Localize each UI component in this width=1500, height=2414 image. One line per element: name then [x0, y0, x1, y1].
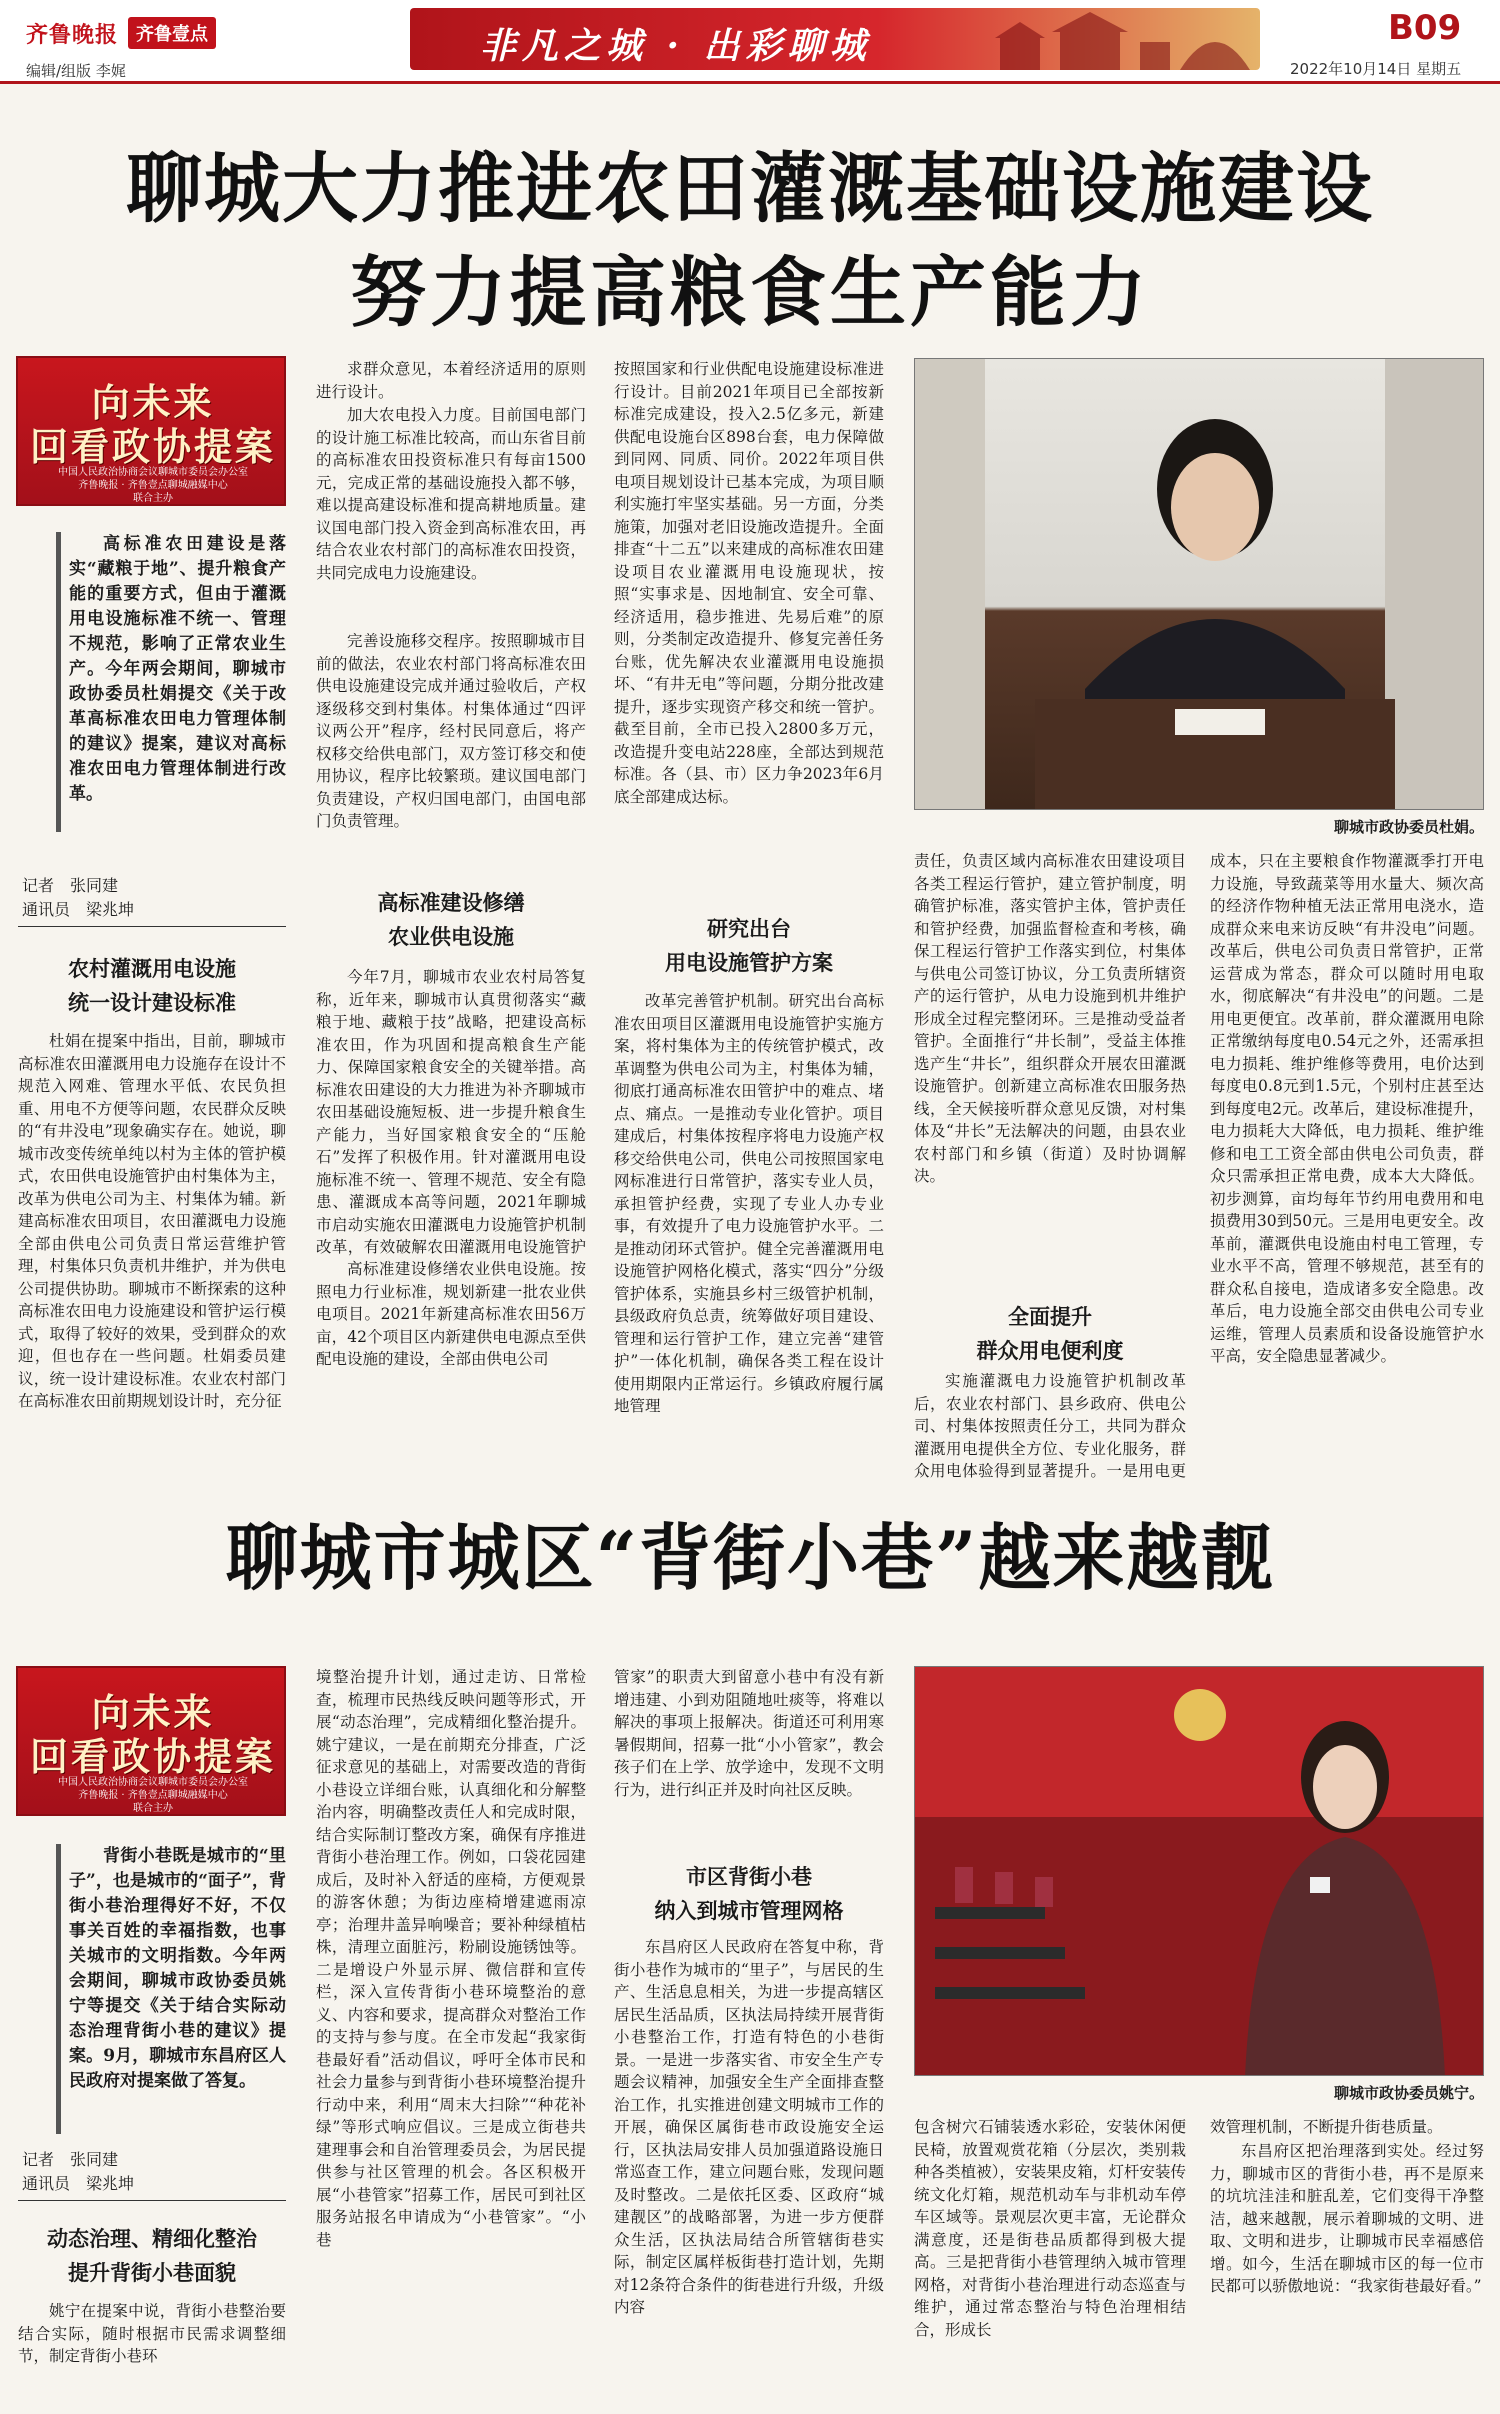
article1-col2-body-a: 求群众意见，本着经济适用的原则进行设计。	[316, 360, 586, 401]
column-title-line1: 向未来	[91, 380, 215, 425]
article2-photo	[914, 1666, 1484, 2076]
column-organizers: 中国人民政治协商会议聊城市委员会办公室 齐鲁晚报 · 齐鲁壹点聊城融媒中心 联合主办	[58, 1777, 248, 1814]
divider	[18, 926, 286, 927]
article1-title-line2: 努力提高粮食生产能力	[350, 248, 1150, 337]
article1-lead: 高标准农田建设是落实“藏粮于地”、提升粮食产能的重要方式，但由于灌溉用电设施标准不统一、管理不规范，影响了正常农业生产。今年两会期间，聊城市政协委员杜娟提交《关于改革高标准农田电力管理体制的建议》提案，建议对高标准农田电力管理体制进行改革。	[56, 532, 286, 832]
article1-col4-body-a: 责任，负责区域内高标准农田建设项目各类工程运行管护，建立管护制度，明确管护标准，落实管护主体，管护责任和管护经费，加强监督检查和考核，确保工程运行管护工作落实到位，村集体与供电公司签订协议，分工负责所辖资产的运行管护，从电力设施到机井维护形成全过程完整闭环。三是推动受益者管护。全面推行“井长制”，受益主体推选产生“井长”，组织群众开展农田灌溉设施管护。创新建立高标准农田服务热线，全天候接听群众意见反馈，对村集体及“井长”无法解决的问题，由县农业农村部门和乡镇（街道）及时协调解决。	[914, 852, 1186, 1185]
city-skyline-icon	[980, 8, 1260, 70]
column-organizers: 中国人民政治协商会议聊城市委员会办公室 齐鲁晚报 · 齐鲁壹点聊城融媒中心 联合主办	[58, 467, 248, 504]
article1-col3-body-a: 按照国家和行业供配电设施建设标准进行设计。目前2021年项目已全部按新标准完成建设，投入2.5亿多元，新建供配电设施台区898台套，电力保障做到同网、同质、同价。2022年项目供电项目规划设计已基本完成，为项目顺利实施打牢坚实基础。另一方面，分类施策，加强对老旧设施改造提升。全面排查“十二五”以来建成的高标准农田建设项目农业灌溉用电设施现状，按照“实事求是、因地制宜、安全可靠、经济适用，稳步推进、先易后难”的原则，分类制定改造提升、修复完善任务台账，优先解决农业灌溉用电设施损坏、“有井无电”等问题，分期分批改建提升，逐步实现资产移交和统一管护。截至目前，全市已投入2800多万元，改造提升变电站228座，全部达到规范标准。各（县、市）区力争2023年6月底全部建成达标。	[614, 360, 884, 806]
article2-subhead2: 市区背街小巷 纳入到城市管理网格	[654, 1864, 844, 1923]
article2-col3-body-a: 管家”的职责大到留意小巷中有没有新增违建、小到劝阻随地吐痰等，将难以解决的事项上报解决。街道还可利用寒暑假期间，招募一批“小小管家”，教会孩子们在上学、放学途中，发现不文明行为，进行纠正并及时向社区反映。	[614, 1668, 884, 1799]
section-banner	[410, 8, 1260, 70]
logo-badge: 齐鲁壹点	[128, 17, 216, 49]
article1-col5-body: 成本，只在主要粮食作物灌溉季打开电力设施，导致蔬菜等用水量大、频次高的经济作物种植无法正常用电浇水，造成群众来电来访反映“有井没电”问题。改革后，供电公司负责日常管护，正常运营成为常态，群众可以随时用电取水，彻底解决“有井没电”的问题。二是用电更便宜。改革前，群众灌溉用电除正常缴纳每度电0.54元之外，还需承担电力损耗、维护维修等费用，电价达到每度电0.8元到1.5元，个别村庄甚至达到每度电2元。改革后，建设标准提升，电力损耗大大降低，电力损耗、维护维修和电工工资全部由供电公司负责，群众只需承担正常电费，成本大大降低。初步测算，亩均每年节约用电费用和电损费用30到50元。三是用电更安全。改革前，灌溉供电设施由村电工管理，专业水平不高，管理不够规范，甚至有的群众私自接电，造成诸多安全隐患。改革后，电力设施全部交由供电公司专业运维，管理人员素质和设备设施管护水平高，安全隐患显著减少。	[1210, 852, 1484, 1365]
article2-col1-body: 姚宁在提案中说，背街小巷整治要结合实际，随时根据市民需求调整细节，制定背街小巷环	[18, 2302, 286, 2365]
article2-col4-body: 包含树穴石铺装透水彩砼，安装休闲便民椅，放置观赏花箱（分层次，类别栽种各类植被），安装果皮箱，灯杆安装传统文化灯箱，规范机动车与非机动车停车区域等。景观层次更丰富，无论群众满意度，还是街巷品质都得到极大提高。三是把背街小巷管理纳入城市管理网格，对背街小巷治理进行动态巡查与维护，通过常态整治与特色治理相结合，形成长	[914, 2118, 1186, 2339]
article1-reporter: 记者 张同建	[22, 876, 119, 895]
article1-title-line1: 聊城大力推进农田灌溉基础设施建设	[126, 144, 1374, 233]
article2-reporter: 记者 张同建	[22, 2150, 119, 2169]
article2-col5-body-a: 效管理机制，不断提升街巷质量。	[1210, 2118, 1443, 2136]
article2-correspondent: 通讯员 梁兆坤	[22, 2174, 135, 2193]
article1-col2-body-d: 今年7月，聊城市农业农村局答复称，近年来，聊城市认真贯彻落实“藏粮于地、藏粮于技”战略，把建设高标准农田，作为巩固和提高粮食生产能力、保障国家粮食安全的关键举措。高标准农田建设的大力推进为补齐聊城市农田基础设施短板、进一步提升粮食生产能力，当好国家粮食安全的“压舱石”发挥了积极作用。针对灌溉用电设施标准不统一、管理不规范、安全有隐患、灌溉成本高等问题，2021年聊城市启动实施农田灌溉电力设施管护机制改革，有效破解农田灌溉用电设施管护	[316, 968, 586, 1256]
article2-col5-body-b: 东昌府区把治理落到实处。经过努力，聊城市区的背街小巷，再不是原来的坑坑洼洼和脏乱差，它们变得干净整洁，越来越靓，展示着聊城的文明、进取、文明和进步，让聊城市民幸福感倍增。如今，生活在聊城市区的每一位市民都可以骄傲地说：“我家街巷最好看。”	[1210, 2142, 1484, 2295]
article2-title: 聊城市城区“背街小巷”越来越靓	[225, 1515, 1275, 1600]
person-icon	[915, 359, 1484, 810]
article2-photo-caption: 聊城市政协委员姚宁。	[1333, 2084, 1484, 2102]
column-title-line2: 回看政协提案	[29, 424, 276, 469]
article2-lead: 背街小巷既是城市的“里子”，也是城市的“面子”，背街小巷治理得好不好，不仅事关百姓的幸福指数，也事关城市的文明指数。今年两会期间，聊城市政协委员姚宁等提交《关于结合实际动态治理背街小巷的建议》提案。9月，聊城市东昌府区人民政府对提案做了答复。	[56, 1844, 286, 2134]
newspaper-logo	[26, 14, 246, 52]
article1-subhead1: 农村灌溉用电设施 统一设计建设标准	[68, 956, 236, 1015]
article1-subhead2: 高标准建设修缮 农业供电设施	[377, 890, 525, 949]
column-logo-box	[16, 356, 286, 506]
logo-text: 齐鲁晚报	[26, 22, 119, 48]
article1-col2-body-c: 完善设施移交程序。按照聊城市目前的做法，农业农村部门将高标准农田供电设施建设完成并通过验收后，产权逐级移交到村集体。村集体通过“四评议两公开”程序，经村民同意后，将产权移交给供电部门，双方签订移交和使用协议，程序比较繁琐。建议国电部门负责建设，产权归国电部门，由国电部门负责管理。	[316, 632, 586, 830]
article1-photo-caption: 聊城市政协委员杜娟。	[1333, 818, 1484, 836]
article1-correspondent: 通讯员 梁兆坤	[22, 900, 135, 919]
article1-photo	[914, 358, 1484, 810]
article1-col2-body-e: 高标准建设修缮农业供电设施。按照电力行业标准，规划新建一批农业供电项目。2021年新建高标准农田56万亩，42个项目区内新建供电电源点至供配电设施的建设，全部由供电公司	[316, 1260, 586, 1368]
article1-col4-body-b: 实施灌溉电力设施管护机制改革后，农业农村部门、县乡政府、供电公司、村集体按照责任分工，共同为群众灌溉用电提供全方位、专业化服务，群众用电体验得到显著提升。一是用电更	[914, 1372, 1186, 1480]
article1-col3-body-b: 改革完善管护机制。研究出台高标准农田项目区灌溉用电设施管护实施方案，将村集体为主的传统管护模式，改革调整为供电公司为主，村集体为辅，彻底打通高标准农田管护中的难点、堵点、痛点。一是推动专业化管护。项目建成后，村集体按程序将电力设施产权移交给供电公司，供电公司按照国家电网标准进行日常管护，落实专业人员，承担管护经费，实现了专业人办专业事，有效提升了电力设施管护水平。二是推动闭环式管护。健全完善灌溉用电设施管护网格化模式，落实“四分”分级管护体系，实施县乡村三级管护机制，县级政府负总责，统筹做好项目建设、管理和运行管护工作，建立完善“建管护”一体化机制，确保各类工程在设计使用期限内正常运行。乡镇政府履行属地管理	[614, 992, 884, 1415]
masthead	[0, 0, 1500, 84]
column-title-line2: 回看政协提案	[29, 1734, 276, 1779]
banner-title: 非凡之城 · 出彩聊城	[480, 25, 872, 67]
column-title-line1: 向未来	[91, 1690, 215, 1735]
article1-col2-body-b: 加大农电投入力度。目前国电部门的设计施工标准比较高，而山东省目前的高标准农田投资标准只有每亩1500元，完成正常的基础设施投入都不够，难以提高建设标准和提高耕地质量。建议国电部门投入资金到高标准农田，再结合农业农村部门的高标准农田投资，共同完成电力设施建设。	[316, 406, 586, 582]
issue-date: 2022年10月14日 星期五	[1290, 60, 1462, 78]
divider	[18, 2200, 286, 2201]
article2-subhead1: 动态治理、精细化整治 提升背街小巷面貌	[47, 2226, 257, 2285]
page-number: B09	[1388, 8, 1462, 48]
article1-col1-body: 杜娟在提案中指出，目前，聊城市高标准农田灌溉用电力设施存在设计不规范入网难、管理水平低、农民负担重、用电不方便等问题，农民群众反映的“有井没电”现象确实存在。她说，聊城市改变传统单纯以村为主体的管护模式，农田供电设施管护由村集体为主，改革为供电公司为主、村集体为辅。新建高标准农田项目，农田灌溉电力设施全部由供电公司负责日常运营维护管理，村集体只负责机井维护，并为供电公司提供协助。聊城市不断探索的这种高标准农田电力设施建设和管护运行模式，取得了较好的效果，受到群众的欢迎，但也存在一些问题。杜娟委员建议，统一设计建设标准。农业农村部门在高标准农田前期规划设计时，充分征	[18, 1032, 286, 1410]
article1-subhead4: 全面提升 群众用电便利度	[976, 1304, 1124, 1363]
article1-subhead3: 研究出台 用电设施管护方案	[665, 916, 833, 975]
article2-col2-body: 境整治提升计划，通过走访、日常检查，梳理市民热线反映问题等形式，开展“动态治理”，完成精细化整治提升。姚宁建议，一是在前期充分排查，广泛征求意见的基础上，对需要改造的背街小巷设立详细台账，认真细化和分解整治内容，明确整改责任人和完成时限，结合实际制订整改方案，确保有序推进背街小巷治理工作。例如，口袋花园建成后，及时补入舒适的座椅，方便观景的游客休憩；为街边座椅增建遮雨凉亭；治理井盖异响噪音；要补种绿植枯株，清理立面脏污，粉刷设施锈蚀等。二是增设户外显示屏、微信群和宣传栏，深入宣传背街小巷环境整治的意义、内容和要求，提高群众对整治工作的支持与参与度。在全市发起“我家街巷最好看”活动倡议，呼吁全体市民和社会力量参与到背街小巷环境整治提升行动中来，利用“周末大扫除”“种花补绿”等形式响应倡议。三是成立街巷共建理事会和自治管理委员会，为居民提供参与社区管理的机会。各区积极开展“小巷管家”招募工作，居民可到社区服务站报名申请成为“小巷管家”。“小巷	[316, 1668, 586, 2249]
column-logo-box-2	[16, 1666, 286, 1816]
person-icon	[915, 1667, 1484, 2076]
article2-col3-body-b: 东昌府区人民政府在答复中称，背街小巷作为城市的“里子”，与居民的生产、生活息息相关，为进一步提高辖区居民生活品质，区执法局持续开展背街小巷整治工作，打造有特色的小巷街景。一是进一步落实省、市安全生产专题会议精神，加强安全生产全面排查整治工作，扎实推进创建文明城市工作的开展，确保区属街巷市政设施安全运行，区执法局安排人员加强道路设施日常巡查工作，建立问题台账，发现问题及时整改。二是依托区委、区政府“城建靓区”的战略部署，为进一步方便群众生活，区执法局结合所管辖街巷实际，制定区属样板街巷打造计划，先期对12条符合条件的街巷进行升级，升级内容	[614, 1938, 884, 2316]
editor-credit: 编辑/组版 李娓	[26, 62, 126, 80]
